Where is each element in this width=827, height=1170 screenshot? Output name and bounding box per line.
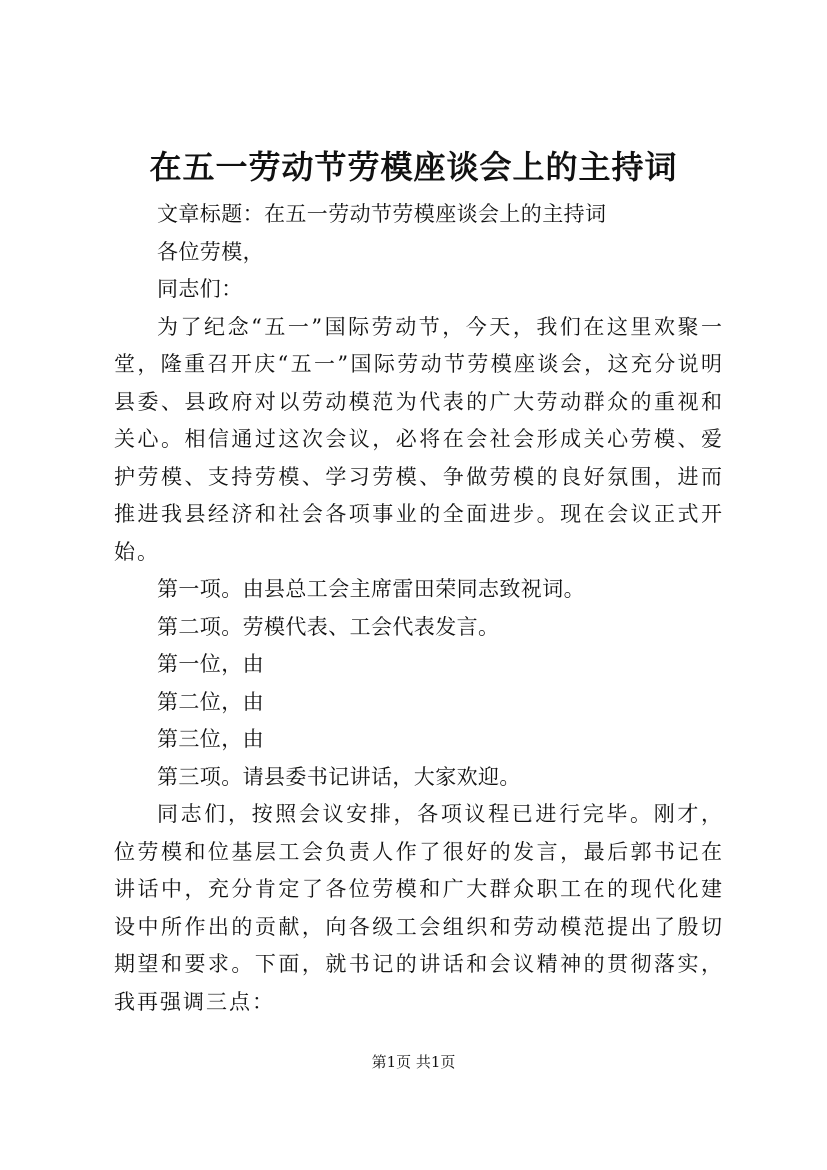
paragraph-closing: 同志们，按照会议安排，各项议程已进行完毕。刚才，位劳模和位基层工会负责人作了很好的发言，最后郭书记在讲话中，充分肯定了各位劳模和广大群众职工在的现代化建设中所作出的贡献，向各级工会组织和劳动模范提出了殷切期望和要求。下面，就书记的讲话和会议精神的贯彻落实，我再强调三点： bbox=[114, 802, 724, 1014]
page-footer: 第1页 共1页 bbox=[371, 1053, 456, 1071]
paragraph-item-three: 第三项。请县委书记讲话，大家欢迎。 bbox=[157, 764, 521, 789]
paragraph-opening: 为了纪念“五一”国际劳动节，今天，我们在这里欢聚一堂，隆重召开庆“五一”国际劳动节劳模座谈会，这充分说明县委、县政府对以劳动模范为代表的广大劳动群众的重视和关心。相信通过这次会议，必将在会社会形成关心劳模、爱护劳模、支持劳模、学习劳模、争做劳模的良好氛围，进而推进我县经济和社会各项事业的全面进步。现在会议正式开始。 bbox=[114, 314, 724, 564]
paragraph-speaker-two: 第二位，由 bbox=[157, 689, 264, 714]
paragraph-speaker-three: 第三位，由 bbox=[157, 727, 264, 751]
paragraph-greeting-comrades: 同志们： bbox=[157, 277, 243, 301]
document-title: 在五一劳动节劳模座谈会上的主持词 bbox=[149, 148, 678, 186]
paragraph-speaker-one: 第一位，由 bbox=[157, 652, 264, 676]
paragraph-article-title: 文章标题：在五一劳动节劳模座谈会上的主持词 bbox=[157, 202, 607, 226]
document-body bbox=[114, 196, 724, 1021]
paragraph-item-two: 第二项。劳模代表、工会代表发言。 bbox=[157, 614, 500, 639]
paragraph-item-one: 第一项。由县总工会主席雷田荣同志致祝词。 bbox=[157, 577, 585, 601]
paragraph-greeting-models: 各位劳模， bbox=[157, 239, 264, 264]
